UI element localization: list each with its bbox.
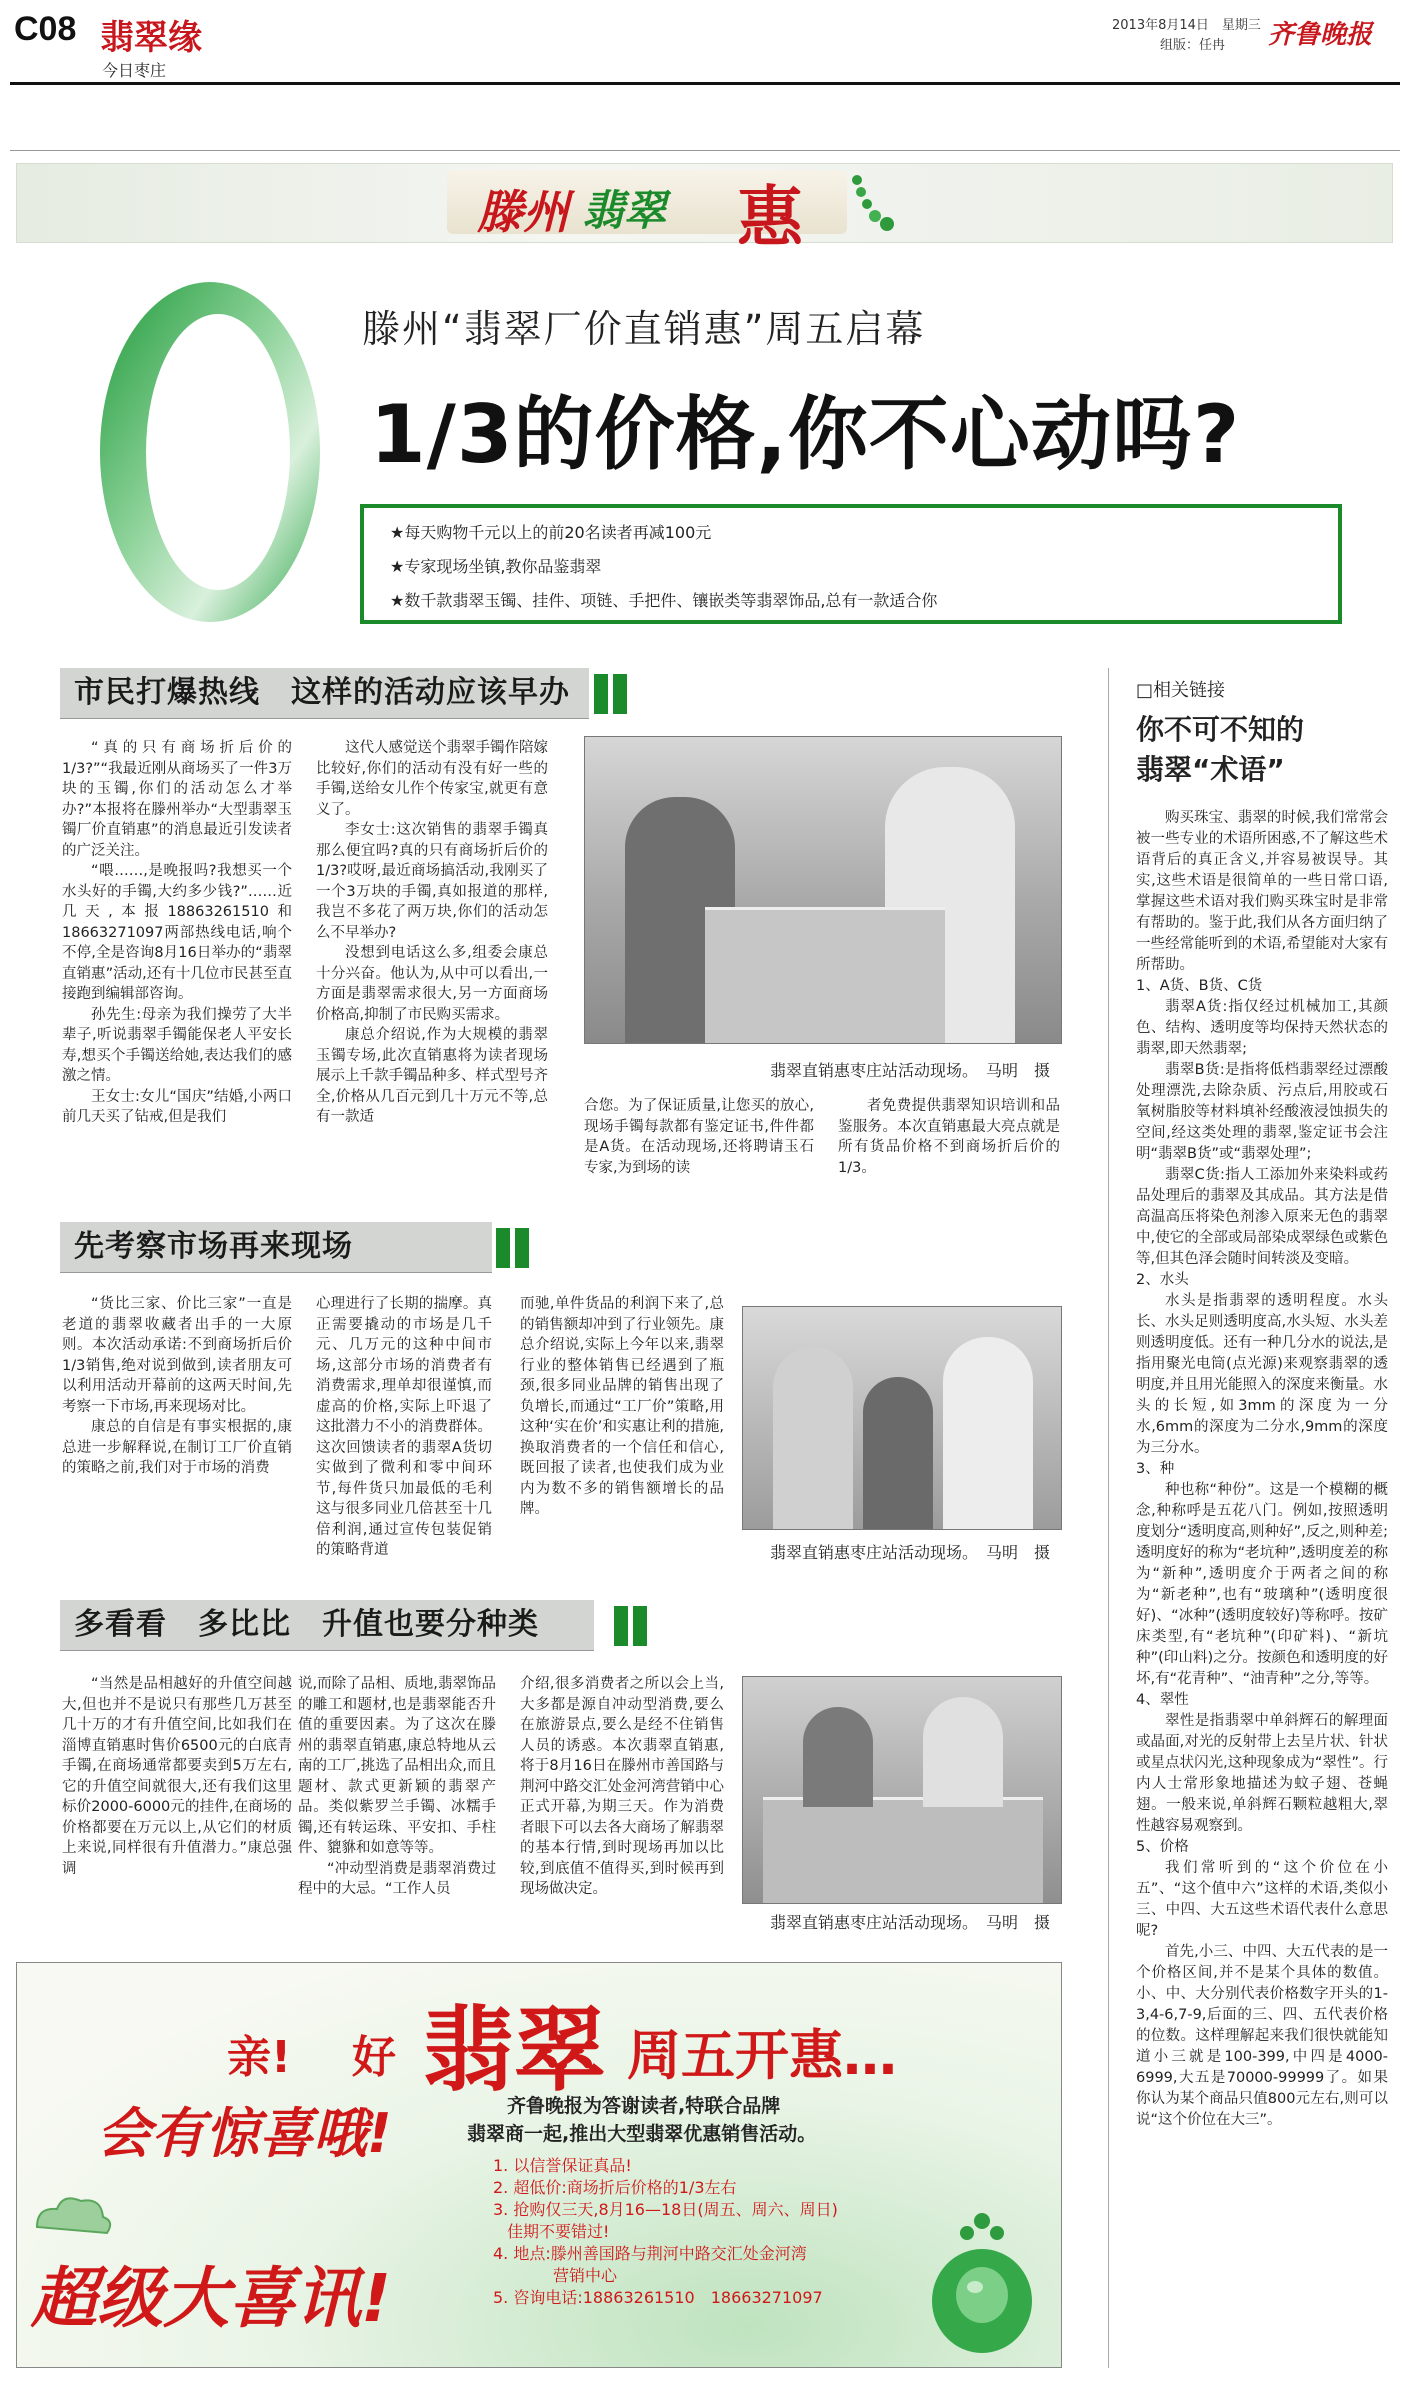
page-code: C08 [14, 10, 77, 48]
section2-col2 [316, 1294, 492, 1561]
glossary-paragraph: 我们常听到的“这个价位在小五”、“这个值中六”这样的术语,类似小三、中四、大五这些术语代表什么意思呢? [1136, 1860, 1388, 1939]
sidebar-tag: □相关链接 [1136, 680, 1226, 701]
glossary-paragraph: 首先,小三、中四、大五代表的是一个价格区间,并不是某个具体的数值。小、中、大分别代表价格数字开头的1-3,4-6,7-9,后面的三、四、五代表价格的位数。这样理解起来我们很快就能知道小三就是100-399,中四是4000-6999,大五是70000-99999了。如果你认为某个商品只值800元左右,则可以说“这个价位在大三”。 [1136, 1944, 1388, 2128]
sidebar-divider [1108, 668, 1109, 2368]
ad-intro-1: 齐鲁晚报为答谢读者,特联合品牌 [507, 2095, 781, 2117]
section1-photo [584, 736, 1062, 1044]
sidebar-title-line2: 翡翠“术语” [1136, 753, 1285, 786]
paragraph: “当然是品相越好的升值空间越大,但也并不是说只有那些几万甚至几十万的才有升值空间,比如我们在淄博直销惠时售价6500元的白底青手镯,在商场通常都要卖到5万左右,它的升值空间就很大,还有我们这里标价2000-6000元的挂件,在商场的价格都要在万元以上,从它们的材质上来说,同样很有升值潜力。”康总强调 [62, 1676, 292, 1877]
section1-photo-caption: 翡翠直销惠枣庄站活动现场。 马明 摄 [770, 1061, 1051, 1080]
ad-offer-item: 营销中心 [553, 2266, 618, 2285]
issue-date: 2013年8月14日 星期三 [1112, 18, 1261, 33]
paragraph: 李女士:这次销售的翡翠手镯真那么便宜吗?真的只有商场折后价的1/3?哎呀,最近商场搞活动,我刚买了一个3万块的手镯,真如报道的那样,我岂不多花了两万块,你们的活动怎么不早举办? [316, 822, 548, 941]
section1-col3 [584, 1096, 814, 1178]
column-name: 翡翠缘 [100, 18, 202, 58]
ad-offer-item: 3. 抢购仅三天,8月16—18日(周五、周六、周日) [493, 2200, 838, 2219]
section1-col2 [316, 738, 548, 1128]
glossary-paragraph: 翡翠A货:指仅经过机械加工,其颜色、结构、透明度等均保持天然状态的翡翠,即天然翡翠; [1136, 999, 1388, 1057]
ad-offer-item: 4. 地点:滕州善国路与荆河中路交汇处金河湾 [493, 2244, 807, 2263]
paragraph: 王女士:女儿“国庆”结婚,小两口前几天买了钻戒,但是我们 [62, 1088, 292, 1125]
person-figure [863, 1377, 933, 1529]
person-figure [773, 1347, 853, 1529]
glossary-paragraph: 翡翠B货:是指将低档翡翠经过漂酸处理漂洗,去除杂质、污点后,用胶或石氧树脂胶等材料填补经酸液浸蚀损失的空间,经这类处理的翡翠,鉴定证书会注明“翡翠B货”或“翡翠处理”; [1136, 1062, 1388, 1162]
paragraph: 合您。为了保证质量,让您买的放心,现场手镯每款都有鉴定证书,件件都是A货。在活动现场,还将聘请玉石专家,为到场的读 [584, 1098, 814, 1176]
paragraph: 这代人感觉送个翡翠手镯作陪嫁比较好,你们的活动有没有好一些的手镯,送给女儿作个传家宝,就更有意义了。 [316, 740, 548, 818]
section1-title: 市民打爆热线 这样的活动应该早办 [60, 668, 589, 719]
highlight-item: ★每天购物千元以上的前20名读者再减100元 [390, 523, 712, 542]
glossary-heading: 4、翠性 [1136, 1692, 1189, 1708]
section2-col1 [62, 1294, 292, 1479]
paragraph: 心理进行了长期的揣摩。真正需要撬动的市场是几千元、几万元的这种中间市场,这部分市场的消费者有消费需求,理单却很谨慎,而虚高的价格,实际上吓退了这批潜力不小的消费群体。这次回馈读者的翡翠A货切实做到了微利和零中间环节,每件货只加最低的毛利这与很多同业几倍甚至十几倍利润,通过宣传包装促销的策略背道 [316, 1296, 492, 1558]
ad-line1-big: 翡翠 [422, 1997, 607, 2104]
section3-photo-caption: 翡翠直销惠枣庄站活动现场。 马明 摄 [770, 1913, 1051, 1932]
ad-line1-b: 好 [352, 2032, 396, 2083]
headline-title: 1/3的价格,你不心动吗? [370, 388, 1241, 481]
glossary-heading: 3、种 [1136, 1461, 1175, 1477]
section1-col1 [62, 738, 292, 1128]
highlight-item: ★专家现场坐镇,教你品鉴翡翠 [390, 557, 602, 576]
jade-beads-icon [847, 172, 907, 236]
paragraph: 孙先生:母亲为我们操劳了大半辈子,听说翡翠手镯能保老人平安长寿,想买个手镯送给她,表达我们的感激之情。 [62, 1006, 292, 1084]
ad-intro-2: 翡翠商一起,推出大型翡翠优惠销售活动。 [467, 2123, 817, 2145]
banner-title-tengzhou: 滕州 [477, 185, 569, 239]
section3-col2 [298, 1674, 496, 1900]
sidebar-title-line1: 你不可不知的 [1136, 713, 1305, 746]
ad-offer-item: 2. 超低价:商场折后价格的1/3左右 [493, 2178, 737, 2197]
header-rule [10, 82, 1400, 85]
section3-col1 [62, 1674, 292, 1879]
glossary-paragraph: 翡翠C货:指人工添加外来染料或药品处理后的翡翠及其成品。其方法是借高温高压将染色剂渗入原来无色的翡翠中,使它的全部或局部染成翠绿色或紫色等,但其色泽会随时间转淡及变暗。 [1136, 1167, 1388, 1267]
banner [16, 163, 1393, 256]
ad-offer-item: 佳期不要错过! [507, 2222, 610, 2241]
paragraph: 者免费提供翡翠知识培训和品鉴服务。本次直销惠最大亮点就是所有货品价格不到商场折后价的1/3。 [838, 1098, 1060, 1176]
person-figure [803, 1707, 873, 1807]
banner-title-hui: 惠 [737, 179, 803, 256]
paragraph: “喂……,是晚报吗?我想买一个水头好的手镯,大约多少钱?”……近几天,本报18863261510和18663271097两部热线电话,响个不停,全是咨询8月16日举办的“翡翠直销惠”活动,还有十几位市民甚至直接跑到编辑部咨询。 [62, 863, 292, 1002]
ad-line3: 超级大喜讯! [31, 2260, 392, 2337]
sub-column: 今日枣庄 [102, 61, 167, 80]
section1-col4 [838, 1096, 1060, 1178]
ad-offer-list [493, 2155, 933, 2309]
masthead: 齐鲁晚报 [1268, 20, 1373, 50]
ad-line2: 会有惊喜哦! [97, 2102, 392, 2165]
section2-col3 [520, 1294, 724, 1520]
highlights-box [360, 504, 1342, 624]
section2-bars [496, 1228, 534, 1268]
glossary-heading: 5、价格 [1136, 1839, 1189, 1855]
glossary-paragraph: 翠性是指翡翠中单斜辉石的解理面或晶面,对光的反射带上去呈片状、针状或星点状闪光,这种现象成为“翠性”。行内人士常形象地描述为蚊子翅、苍蝇翅。一般来说,单斜辉石颗粒越粗大,翠性越容易观察到。 [1136, 1713, 1388, 1834]
ad-offer-item: 5. 咨询电话:18863261510 18663271097 [493, 2288, 823, 2307]
section3-photo [742, 1676, 1062, 1904]
section2-title: 先考察市场再来现场 [60, 1222, 492, 1273]
ad-line1-c: 周五开惠… [627, 2024, 897, 2087]
paragraph: 说,而除了品相、质地,翡翠饰品的雕工和题材,也是翡翠能否升值的重要因素。为了这次在滕州的翡翠直销惠,康总特地从云南的工厂,挑选了品相出众,而且题材、款式更新颖的翡翠产品。类似紫罗兰手镯、冰糯手镯,还有转运珠、平安扣、手柱件、貔貅和如意等等。 [298, 1676, 496, 1856]
jade-pendant-icon [917, 2191, 1047, 2361]
paragraph: 没想到电话这么多,组委会康总十分兴奋。他认为,从中可以看出,一方面是翡翠需求很大,另一方面商场价格高,抑制了市民购买需求。 [316, 945, 548, 1023]
paragraph: 康总介绍说,作为大规模的翡翠玉镯专场,此次直销惠将为读者现场展示上千款手镯品种多、样式型号齐全,价格从几百元到几十万元不等,总有一款适 [316, 1027, 548, 1125]
advertisement [16, 1962, 1062, 2368]
paragraph: “冲动型消费是翡翠消费过程中的大忌。“工作人员 [298, 1860, 496, 1897]
glossary-paragraph: 种也称“种份”。这是一个模糊的概念,种称呼是五花八门。例如,按照透明度划分“透明度高,则种好”,反之,则种差;透明度好的称为“老坑种”,透明度差的称为“新种”,透明度介于两者之间的称为“新老种”,也有“玻璃种”(透明度很好)、“冰种”(透明度较好)等称呼。按矿床类型,有“老坑种”(印矿料)、“新坑种”(印山料)之分。按颜色和透明度的好坏,有“花青种”、“油青种”之分,等等。 [1136, 1482, 1388, 1687]
banner-title-feicui: 翡翠 [582, 186, 667, 235]
section3-col3 [520, 1674, 724, 1900]
glossary-paragraph: 水头是指翡翠的透明程度。水头长、水头足则透明度高,水头短、水头差则透明度低。还有一种几分水的说法,是指用聚光电筒(点光源)来观察翡翠的透明度,并且用光能照入的深度来衡量。水头的长短,如3mm的深度为一分水,6mm的深度为二分水,9mm的深度为三分水。 [1136, 1293, 1388, 1456]
highlight-item: ★数千款翡翠玉镯、挂件、项链、手把件、镶嵌类等翡翠饰品,总有一款适合你 [390, 591, 938, 610]
section2-photo-caption: 翡翠直销惠枣庄站活动现场。 马明 摄 [770, 1543, 1051, 1562]
person-figure [943, 1337, 1033, 1529]
header-rule-thin [10, 150, 1400, 151]
section3-title: 多看看 多比比 升值也要分种类 [60, 1600, 594, 1651]
page-header [0, 0, 1409, 80]
glossary-heading: 2、水头 [1136, 1272, 1189, 1288]
ad-cloud-ornament-icon [27, 2187, 117, 2247]
ad-line1-a: 亲! [227, 2032, 292, 2083]
glossary-heading: 1、A货、B货、C货 [1136, 978, 1263, 994]
headline-subtitle: 滕州“翡翠厂价直销惠”周五启幕 [362, 307, 926, 351]
glossary [1136, 808, 1388, 2131]
paragraph: “真的只有商场折后价的1/3?”“我最近刚从商场买了一件3万块的玉镯,你们的活动怎么才举办?”本报将在滕州举办“大型翡翠玉镯厂价直销惠”的消息最近引发读者的广泛关注。 [62, 740, 292, 859]
paragraph: 康总的自信是有事实根据的,康总进一步解释说,在制订工厂价直销的策略之前,我们对于市场的消费 [62, 1419, 292, 1476]
ad-offer-item: 1. 以信誉保证真品! [493, 2156, 632, 2175]
paragraph: 介绍,很多消费者之所以会上当,大多都是源自冲动型消费,要么在旅游景点,要么是经不住销售人员的诱惑。本次翡翠直销惠,将于8月16日在滕州市善国路与荆河中路交汇处金河湾营销中心正式开幕,为期三天。作为消费者眼下可以去各大商场了解翡翠的基本行情,到时现场再加以比较,到底值不值得买,到时候再到现场做决定。 [520, 1676, 724, 1897]
paragraph: 而驰,单件货品的利润下来了,总的销售额却冲到了行业领先。康总介绍说,实际上今年以来,翡翠行业的整体销售已经遇到了瓶颈,很多同业品牌的销售出现了负增长,而通过“工厂价”策略,用这种‘实在价’和实惠让利的措施,换取消费者的一个信任和信心,既回报了读者,也使我们成为业内为数不多的销售额增长的品牌。 [520, 1296, 724, 1517]
display-counter [705, 907, 945, 1044]
paragraph: “货比三家、价比三家”一直是老道的翡翠收藏者出手的一大原则。本次活动承诺:不到商场折后价1/3销售,绝对说到做到,读者朋友可以利用活动开幕前的这两天时间,先考察一下市场,再来现场对比。 [62, 1296, 292, 1415]
person-figure [923, 1697, 1003, 1807]
section3-bars [614, 1606, 652, 1646]
glossary-intro: 购买珠宝、翡翠的时候,我们常常会被一些专业的术语所困惑,不了解这些术语背后的真正含义,并容易被误导。其实,这些术语是很简单的一些日常口语,掌握这些术语对我们购买珠宝时是非常有帮助的。鉴于此,我们从各方面归纳了一些经常能听到的术语,希望能对大家有所帮助。 [1136, 810, 1388, 973]
editor: 组版：任冉 [1160, 38, 1226, 53]
jade-bangle-image [90, 272, 330, 632]
section1-bars [594, 674, 632, 714]
section2-photo [742, 1306, 1062, 1530]
display-counter [763, 1797, 1043, 1904]
